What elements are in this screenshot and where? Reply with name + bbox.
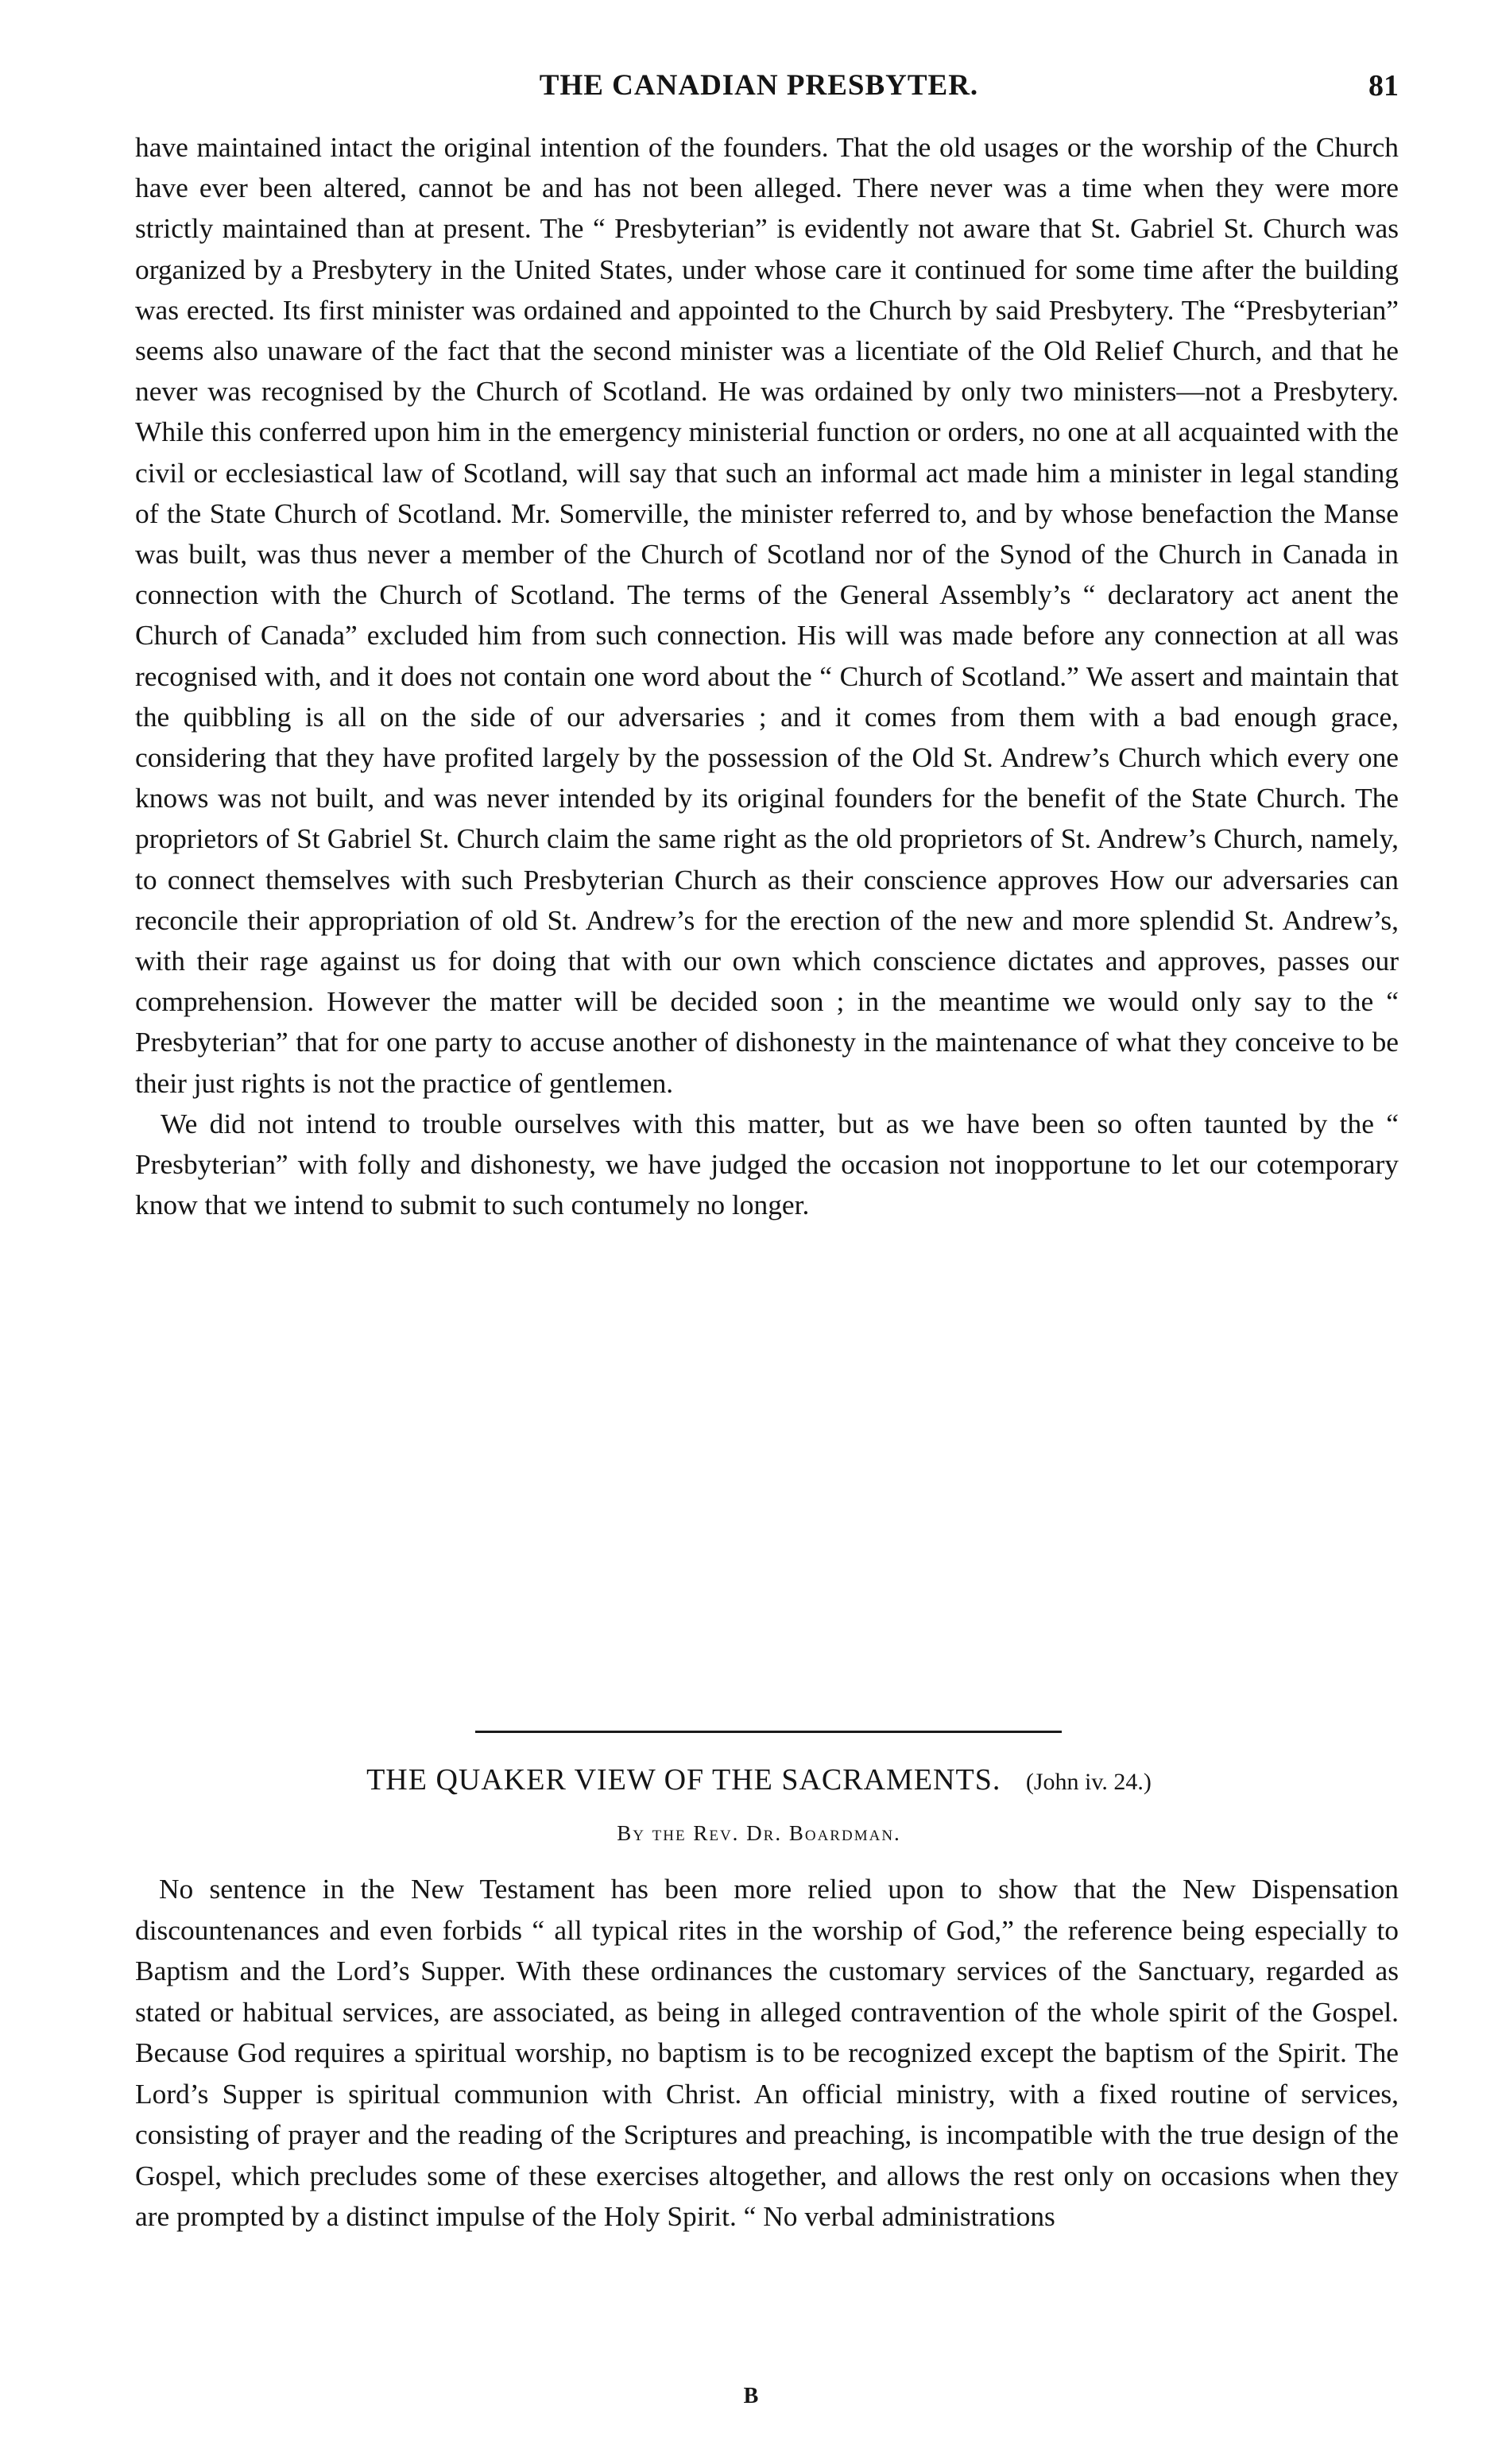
page-header bbox=[119, 68, 1399, 116]
article-title bbox=[119, 1762, 1399, 1797]
continued-article bbox=[135, 127, 1399, 1225]
article-scripture-reference: (John iv. 24.) bbox=[1025, 1769, 1152, 1795]
running-title: THE CANADIAN PRESBYTER. bbox=[539, 69, 979, 102]
continued-paragraph-1: have maintained intact the original intention of the founders. That the old usages or the worship of the Church have ever been altered, cannot be and has not been alleged. There never was a time when they were more strictly maintained than at present. The “ Presbyterian” is evidently not aware that St. Gabriel St. Church was organized by a Presbytery in the United States, under whose care it continued for some time after the building was erected. Its first minister was ordained and appointed to the Church by said Presbytery. The “Presbyterian” seems also unaware of the fact that the second minister was a licentiate of the Old Relief Church, and that he never was recognised by the Church of Scotland. He was ordained by only two ministers—not a Presbytery. While this conferred upon him in the emergency ministerial function or orders, no one at all acquainted with the civil or ecclesiastical law of Scotland, will say that such an informal act made him a minister in legal standing of the State Church of Scotland. Mr. Somerville, the minister referred to, and by whose benefaction the Manse was built, was thus never a member of the Church of Scotland nor of the Synod of the Church in Canada in connection with the Church of Scotland. The terms of the General Assembly’s “ declaratory act anent the Church of Canada” excluded him from such connection. His will was made before any connection at all was recognised with, and it does not contain one word about the “ Church of Scotland.” We assert and maintain that the quibbling is all on the side of our adversaries ; and it comes from them with a bad enough grace, considering that they have profited largely by the possession of the Old St. Andrew’s Church which every one knows was not built, and was never intended by its original founders for the benefit of the State Church. The proprietors of St Gabriel St. Church claim the same right as the old proprietors of St. Andrew’s Church, namely, to connect themselves with such Presbyterian Church as their conscience approves How our adversaries can reconcile their appropriation of old St. Andrew’s for the erection of the new and more splendid St. Andrew’s, with their rage against us for doing that with our own which conscience dictates and approves, passes our comprehension. However the matter will be decided soon ; in the meantime we would only say to the “ Presbyterian” that for one party to accuse another of dishonesty in the maintenance of what they conceive to be their just rights is not the practice of gentlemen. bbox=[135, 131, 1399, 1099]
continued-paragraph-2: We did not intend to trouble ourselves with this matter, but as we have been so often taunted by the “ Presbyterian” with folly and dishonesty, we have judged the occasion not inopportune to let our cotemporary know that we intend to submit to such contumely no longer. bbox=[135, 1107, 1399, 1221]
article-paragraph-1: No sentence in the New Testament has been more relied upon to show that the New Dispensation discountenances and even forbids “ all typical rites in the worship of God,” the reference being especially to Baptism and the Lord’s Supper. With these ordinances the customary services of the Sanctuary, regarded as stated or habitual services, are associated, as being in alleged contravention of the whole spirit of the Gospel. Because God requires a spiritual worship, no baptism is to be recognized except the baptism of the Spirit. The Lord’s Supper is spiritual communion with Christ. An official ministry, with a fixed routine of services, consisting of prayer and the reading of the Scriptures and preaching, is incompatible with the true design of the Gospel, which precludes some of these exercises altogether, and allows the rest only on occasions when they are prompted by a distinct impulse of the Holy Spirit. “ No verbal administrations bbox=[135, 1873, 1399, 2232]
article-title-text: THE QUAKER VIEW OF THE SACRAMENTS. bbox=[366, 1763, 1001, 1797]
article-body bbox=[135, 1869, 1399, 2238]
page-number: 81 bbox=[1368, 69, 1399, 103]
section-divider bbox=[475, 1731, 1062, 1733]
signature-mark: B bbox=[743, 2384, 759, 2408]
article-byline: By the Rev. Dr. Boardman. bbox=[617, 1821, 901, 1845]
